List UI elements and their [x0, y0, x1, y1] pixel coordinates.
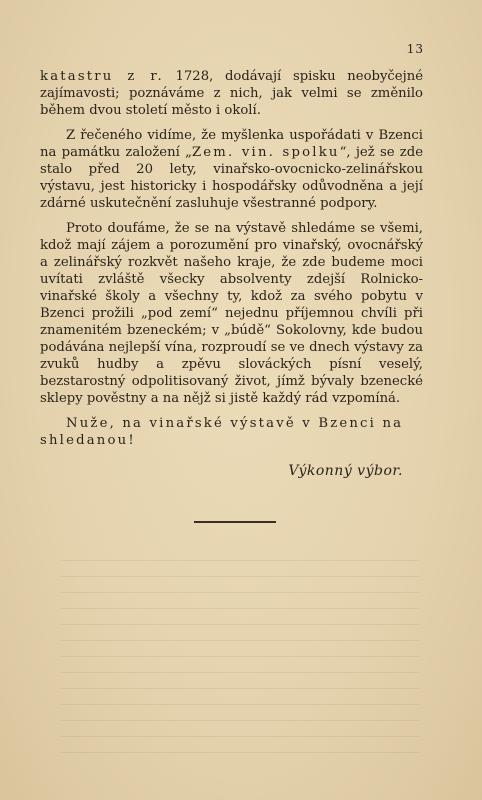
paragraph-3: Proto doufáme, že se na výstavě shledáme se všemi, kdož mají zájem a porozumění pro vinařský, ovocnářský a zelinářský rozkvět našeho kraje, že zde budeme moci uvítati zvláště všecky absolventy zdejší Rolnicko-vinařské školy a všechny ty, kdož za svého pobytu v Bzenci prožili „pod zemí“ nejednu příjemnou chvíli při znamenitém bzeneckém; v „búdě“ Sokolovny, kde budou podávána nejlepší vína, rozproudí se ve dnech výstavy za zvuků hudby a zpěvu slováckých písní veselý, bezstarostný odpolitisovaný život, jímž bývaly bzenecké sklepy pověstny a na nějž si jistě každý rád vzpomíná.	[40, 221, 423, 406]
paragraph-text: “, jež se zde stalo před 20 lety, vinařsko-ovocnicko-zelinářskou výstavu, jest historicky i hospodářsky odůvodněna a její zdárné uskutečnění zasluhuje všestranné podpory.	[40, 145, 423, 211]
show-through-texture	[60, 560, 420, 760]
paragraph-1	[40, 68, 423, 119]
paragraph-text: Z řečeného vidíme, že myšlenka uspořádati v Bzenci na památku založení „	[40, 128, 423, 160]
paragraph-2	[40, 127, 423, 212]
spaced-text: Zem. vin. spolku	[191, 145, 340, 160]
spaced-text: katastru z r.	[40, 69, 164, 84]
divider-rule	[194, 521, 276, 523]
sign-off: Nuže, na vinařské výstavě v Bzenci na shledanou!	[40, 416, 404, 448]
body-text	[40, 68, 423, 480]
signature: Výkonný výbor.	[288, 463, 403, 479]
paragraph-text: 1728, dodávají spisku neobyčejné zajímavosti; poznáváme z nich, jak velmi se změnilo během dvou století město i okolí.	[40, 69, 424, 118]
page-number: 13	[406, 42, 424, 56]
